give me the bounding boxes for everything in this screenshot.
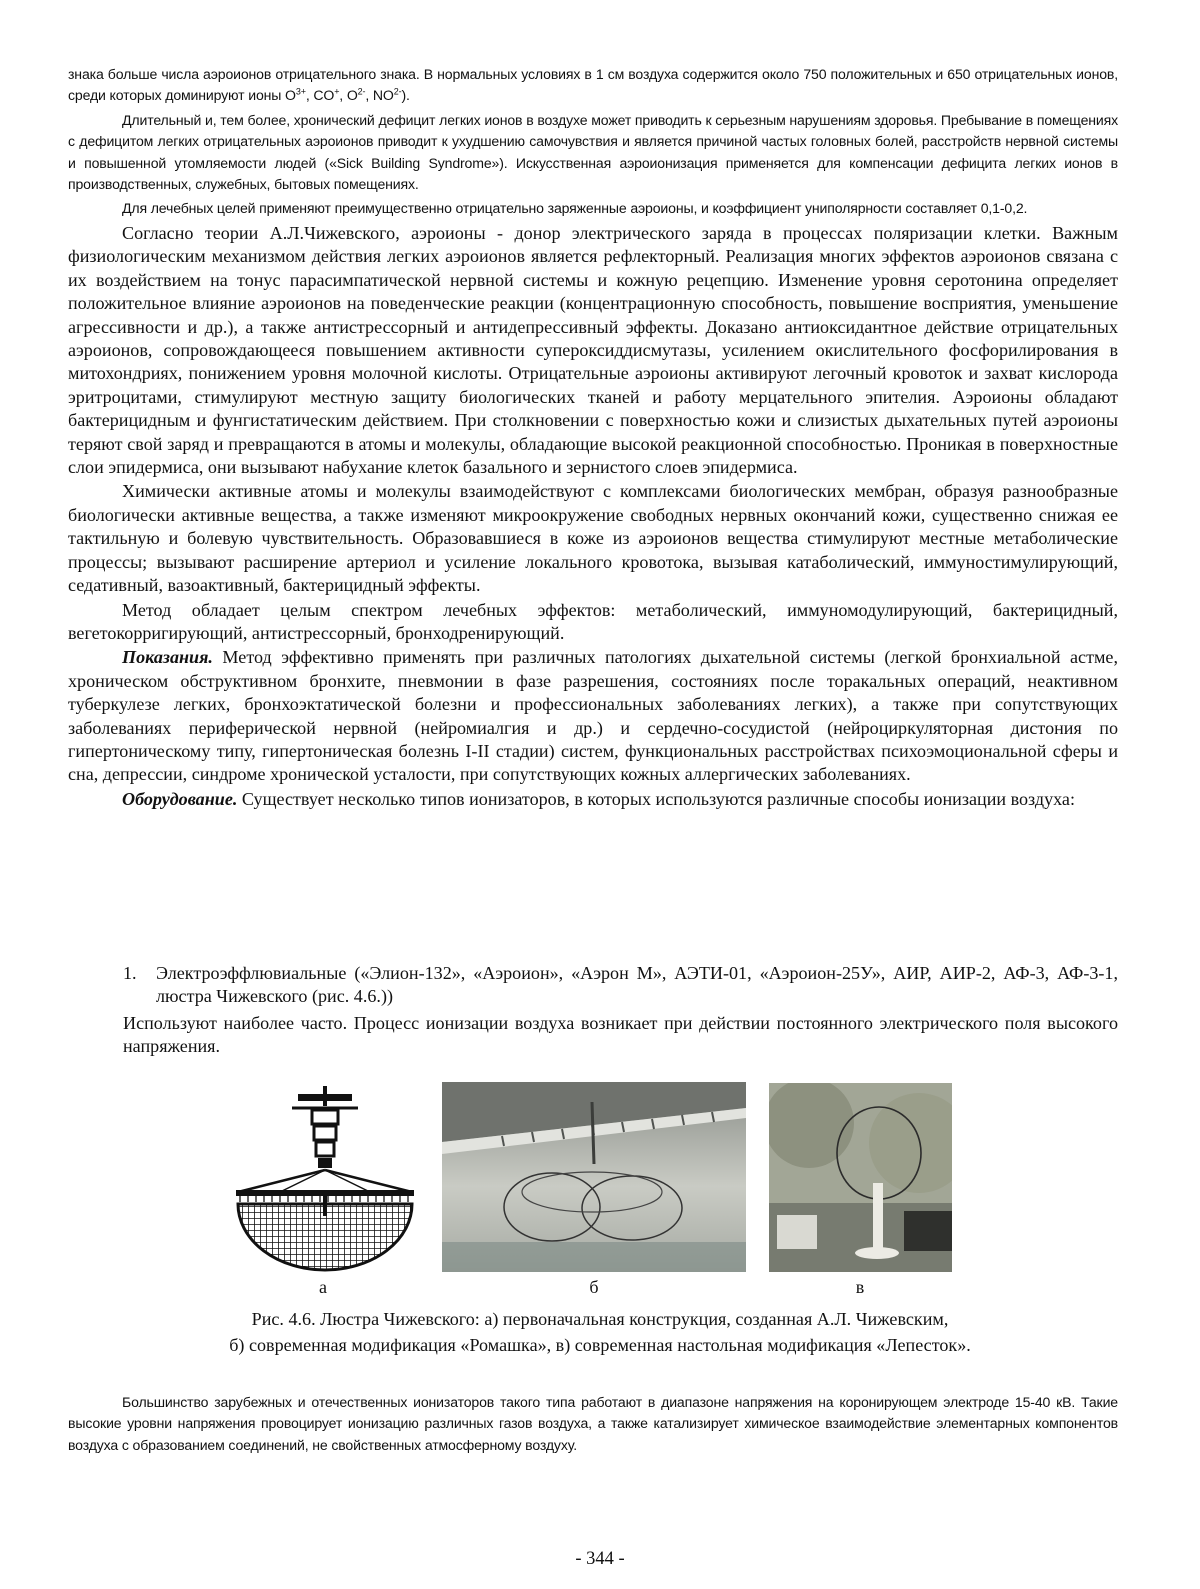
figure-c-photo — [769, 1083, 952, 1272]
paragraph-ion-deficit: Длительный и, тем более, хронический дефицит легких ионов в воздухе может приводить к серьезным нарушениям здоровья. Пребывание в помещениях с дефицитом легких отрицательных аэроионов приводит к ухудшению самочувствия и является причиной частых головных болей, расстройств нервной системы и повышенной утомляемости людей («Sick Building Syndrome»). Искусственная аэроионизация применяется для компенсации дефицита легких ионов в производственных, служебных, бытовых помещениях. — [68, 112, 1118, 192]
paragraph-unipolarity: Для лечебных целей применяют преимущественно отрицательно заряженные аэроионы, и коэффициент униполярности составляет 0,1-0,2. — [122, 200, 1028, 216]
paragraph-chizhevsky-theory: Согласно теории А.Л.Чижевского, аэроионы - донор электрического заряда в процессах поляризации клетки. Важным физиологическим механизмом действия легких аэроионов является рефлекторный. Реализация многих эффектов аэроионов связана с их воздействием на тонус парасимпатической нервной системы и кожную рецепцию. Изменение уровня серотонина определяет положительное влияние аэроионов на поведенческие реакции (концентрационную способность, повышение восприятия, уменьшение агрессивности и др.), а также антистрессорный и антидепрессивный эффекты. Доказано антиоксидантное действие отрицательных аэроионов, сопровождающееся повышением активности супероксиддисмутазы, усилением окислительного фосфорилирования в митохондриях, понижением уровня молочной кислоты. Отрицательные аэроионы активируют легочный кровоток и захват кислорода эритроцитами, стимулируют местную защиту биологических тканей и работу мерцательного эпителия. Аэроионы обладают бактерицидным и фунгистатическим действием. При столкновении с поверхностью кожи и слизистых дыхательных путей аэроионы теряют свой заряд и превращаются в атомы и молекулы, обладающие высокой реакционной способностью. Проникая в поверхностные слои эпидермиса, они вызывают набухание клеток базального и зернистого слоев эпидермиса. — [68, 223, 1118, 478]
caption-line-2: б) современная модификация «Ромашка», в) современная настольная модификация «Лепесток». — [229, 1335, 971, 1355]
paragraph-usage: Используют наиболее часто. Процесс ионизации воздуха возникает при действии постоянного электрического поля высокого напряжения. — [123, 1013, 1118, 1057]
list-number: 1. — [123, 963, 137, 983]
paragraph-method-effects: Метод обладает целым спектром лечебных эффектов: метаболический, иммуномодулирующий, бактерицидный, вегетокорригирующий, антистрессорный, бронходренирующий. — [68, 599, 1118, 643]
heading-equipment: Оборудование. — [122, 788, 238, 809]
paragraph-ion-counts: знака больше числа аэроионов отрицательного знака. В нормальных условиях в 1 см воздуха содержится около 750 положительных и 650 отрицательных ионов, среди которых доминируют ионы $O^{3+}$, CO+, $O^{2-}$, $NO^{2-}$). — [68, 66, 1118, 104]
heading-indications: Показания. — [122, 647, 213, 668]
figure-b-photo — [442, 1082, 746, 1272]
main-body — [68, 222, 1118, 812]
paragraph-voltage: Большинство зарубежных и отечественных ионизаторов такого типа работают в диапазоне напряжения на коронирующем электроде 15-40 кВ. Такие высокие уровни напряжения провоцирует ионизацию различных газов воздуха, а также катализирует химическое взаимодействие элементарных компонентов воздуха с образованием соединений, не свойственных атмосферному воздуху. — [68, 1394, 1118, 1453]
figure-caption — [100, 1306, 1100, 1358]
figure-label-a: а — [319, 1277, 327, 1297]
paragraph-chemical-atoms: Химически активные атомы и молекулы взаимодействуют с комплексами биологических мембран, образуя разнообразные биологически активные вещества, а также изменяют микроокружение свободных нервных окончаний кожи, существенно снижая ее тактильную и болевую чувствительность. Образовавшиеся в коже из аэроионов вещества стимулируют местные метаболические процессы; вызывают расширение артериол и усиление локального кровотока, вызывая катаболический, иммуностимулирующий, седативный, вазоактивный, бактерицидный эффекты. — [68, 481, 1118, 596]
caption-line-1: Рис. 4.6. Люстра Чижевского: а) первоначальная конструкция, созданная А.Л. Чижевским, — [251, 1309, 949, 1329]
paragraph-indications: Показания. Метод эффективно применять при различных патологиях дыхательной системы (легкой бронхиальной астме, хроническом обструктивном бронхите, пневмонии в фазе разрешения, состояниях после торакальных операций, неактивном туберкулезе легких, бронхоэктатической болезни и профессиональных заболеваниях легких), а также при сопутствующих заболеваниях периферической нервной (нейромиалгия и др.) и сердечно-сосудистой (нейроциркуляторная дистония по гипертоническому типу, гипертоническая болезнь I-II стадии) систем, функциональных расстройствах психоэмоциональной сферы и сна, депрессии, синдроме хронической усталости, при сопутствующих кожных аллергических заболеваниях. — [68, 647, 1118, 785]
page-number: - 344 - — [575, 1549, 625, 1569]
figure-a-schematic — [230, 1086, 420, 1272]
figure-label-b: б — [589, 1277, 599, 1297]
list-item: 1. Электроэффлювиальные («Элион-132», «Аэроион», «Аэрон М», АЭТИ-01, «Аэроион-25У», АИР, АИР-2, АФ-3, АФ-3-1, люстра Чижевского (рис. 4.6.)) — [123, 963, 1118, 1007]
figure-label-c: в — [855, 1277, 865, 1297]
paragraph-equipment: Оборудование. Существует несколько типов ионизаторов, в которых используются различные способы ионизации воздуха: — [122, 788, 1075, 809]
